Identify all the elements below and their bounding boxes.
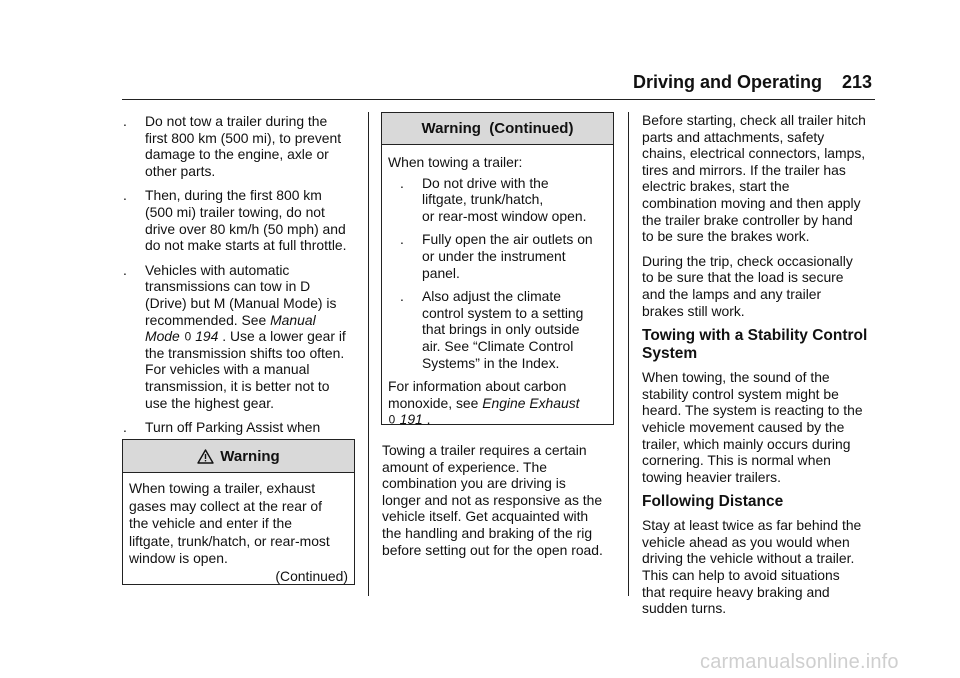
text-line: that require heavy braking and	[642, 583, 830, 600]
header-divider	[122, 99, 875, 100]
text-line: combination moving and then apply	[642, 194, 861, 211]
text-line: sudden turns.	[642, 600, 727, 617]
text-line: Do not tow a trailer during the	[145, 113, 328, 129]
engine-exhaust-link[interactable]: Engine Exhaust	[482, 394, 580, 411]
text-line: to be sure the brakes work.	[642, 228, 810, 245]
text-line: towing heavier trailers.	[642, 468, 781, 485]
page-ref-icon: 0	[388, 412, 396, 427]
text-line: Then, during the first 800 km	[145, 187, 322, 204]
text-line: heard. The system is reacting to the	[642, 402, 863, 419]
bullet-mark: .	[123, 419, 127, 436]
text-line: other parts.	[145, 162, 216, 179]
text-line: before setting out for the open road.	[382, 541, 603, 558]
text-line: Do not drive with the	[422, 174, 549, 191]
text-line: Turn off Parking Assist when	[145, 419, 321, 436]
bullet-mark: .	[400, 231, 404, 248]
page-ref-number[interactable]: 194	[195, 328, 219, 345]
text-line: control system to a setting	[422, 304, 584, 321]
text-line: When towing, the sound of the	[642, 369, 830, 386]
column-divider	[368, 112, 369, 596]
stability-control-heading	[642, 327, 882, 363]
bullet-mark: .	[123, 113, 127, 129]
see-prefix: monoxide, see	[388, 394, 483, 411]
towing-experience-paragraph	[382, 442, 618, 558]
text-line: During the trip, check occasionally	[642, 252, 853, 269]
following-distance-heading: Following Distance	[642, 493, 784, 511]
text-line: combination you are driving is	[382, 475, 566, 492]
text-line: the transmission shifts too often.	[145, 344, 345, 361]
list-item	[123, 113, 358, 179]
text-fragment: . Use a lower gear if	[218, 328, 346, 345]
text-line: Towing a trailer requires a certain	[382, 442, 587, 458]
text-line: or under the instrument	[422, 247, 566, 264]
text-line: first 800 km (500 mi), to prevent	[145, 129, 342, 146]
text-line: and the lamps and any trailer	[642, 285, 822, 302]
text-line: amount of experience. The	[382, 458, 547, 475]
warning-triangle-icon	[197, 449, 214, 464]
column-1	[123, 113, 358, 460]
text-line: the trailer brake controller by hand	[642, 211, 853, 228]
text-line: gases may collect at the rear of	[129, 497, 323, 514]
warning-content	[123, 473, 354, 586]
text-line: do not make starts at full throttle.	[145, 237, 347, 254]
text-line: panel.	[422, 264, 460, 281]
text-line	[388, 395, 607, 412]
text-line: For information about carbon	[388, 378, 567, 395]
text-line: Before starting, check all trailer hitch	[642, 112, 866, 128]
text-line: that brings in only outside	[422, 321, 580, 338]
page-number: 213	[842, 72, 873, 92]
text-line	[145, 312, 358, 329]
text-line: vehicle ahead as you would when	[642, 533, 850, 550]
text-line: chains, electrical connectors, lamps,	[642, 145, 866, 162]
text-line: Stay at least twice as far behind the	[642, 517, 862, 534]
heading-line: Towing with a Stability Control	[642, 327, 868, 345]
text-line: the handling and braking of the rig	[382, 524, 593, 541]
text-line: air. See “Climate Control	[422, 337, 574, 354]
list-item	[400, 175, 607, 225]
text-line: transmission, it is better not to	[145, 377, 330, 394]
text-line: drive over 80 km/h (50 mph) and	[145, 220, 346, 237]
warning-title: Warning (Continued)	[421, 120, 574, 137]
text-line: window is open.	[129, 550, 228, 567]
text-fragment: .	[422, 411, 431, 428]
text-line: electric brakes, start the	[642, 178, 790, 195]
list-item	[123, 187, 358, 253]
text-line: trailer, which mainly occurs during	[642, 435, 851, 452]
text-line: longer and not as responsive as the	[382, 491, 603, 508]
text-line: Fully open the air outlets on	[422, 231, 593, 248]
text-line: This can help to avoid situations	[642, 567, 840, 584]
warning-intro: When towing a trailer:	[388, 154, 523, 170]
text-line	[145, 328, 358, 345]
continued-label: (Continued)	[275, 567, 348, 584]
section-title: Driving and Operating	[633, 72, 823, 92]
text-line: For vehicles with a manual	[145, 361, 310, 378]
page-ref-number[interactable]: 191	[399, 411, 423, 428]
text-line: stability control system might be	[642, 385, 839, 402]
text-line: transmissions can tow in D	[145, 278, 311, 295]
warning-header	[382, 113, 613, 145]
stability-control-paragraph	[642, 369, 882, 485]
text-line: liftgate, trunk/hatch,	[422, 191, 544, 208]
text-line: use the highest gear.	[145, 394, 274, 411]
bullet-mark: .	[123, 261, 127, 278]
bullet-mark: .	[400, 174, 404, 191]
following-distance-paragraph	[642, 517, 882, 617]
manual-mode-link-cont[interactable]: Mode	[145, 328, 180, 345]
text-line: (500 mi) trailer towing, do not	[145, 203, 325, 220]
text-line: vehicle itself. Get acquainted with	[382, 508, 589, 525]
warning-box	[122, 439, 355, 585]
hitch-check-paragraph	[642, 112, 882, 245]
text-line: vehicle movement caused by the	[642, 418, 845, 435]
text-line: liftgate, trunk/hatch, or rear-most	[129, 532, 330, 549]
watermark: carmanualsonline.info	[700, 651, 899, 673]
heading-line: System	[642, 345, 698, 363]
text-line: the vehicle and enter if the	[129, 515, 292, 532]
text-line: brakes still work.	[642, 302, 745, 319]
warning-content	[382, 145, 613, 428]
warning-header	[123, 440, 354, 473]
list-item	[400, 288, 607, 371]
manual-mode-link[interactable]: Manual	[270, 311, 316, 328]
list-item	[123, 262, 358, 411]
text-line: When towing a trailer, exhaust	[129, 480, 316, 496]
text-line: cornering. This is normal when	[642, 452, 831, 469]
bullet-mark: .	[400, 288, 404, 305]
bullet-mark: .	[123, 187, 127, 204]
list-item	[400, 231, 607, 281]
text-line: damage to the engine, axle or	[145, 146, 329, 163]
text-line: (Drive) but M (Manual Mode) is	[145, 294, 337, 311]
text-line: Also adjust the climate	[422, 288, 561, 305]
text-line: Systems” in the Index.	[422, 354, 560, 371]
text-line: Vehicles with automatic	[145, 261, 290, 278]
trip-check-paragraph	[642, 253, 882, 319]
warning-continued-box	[381, 112, 614, 428]
text-line: parts and attachments, safety	[642, 128, 825, 145]
column-divider	[628, 112, 629, 596]
page-ref-icon: 0	[184, 329, 191, 343]
warning-title: Warning	[220, 447, 280, 465]
text-line: tires and mirrors. If the trailer has	[642, 161, 846, 178]
text-line: or rear-most window open.	[422, 207, 587, 224]
text-line: driving the vehicle without a trailer.	[642, 550, 855, 567]
column-3	[642, 112, 882, 625]
text-line: to be sure that the load is secure	[642, 269, 844, 286]
see-prefix: recommended. See	[145, 311, 271, 328]
text-line	[388, 411, 607, 428]
